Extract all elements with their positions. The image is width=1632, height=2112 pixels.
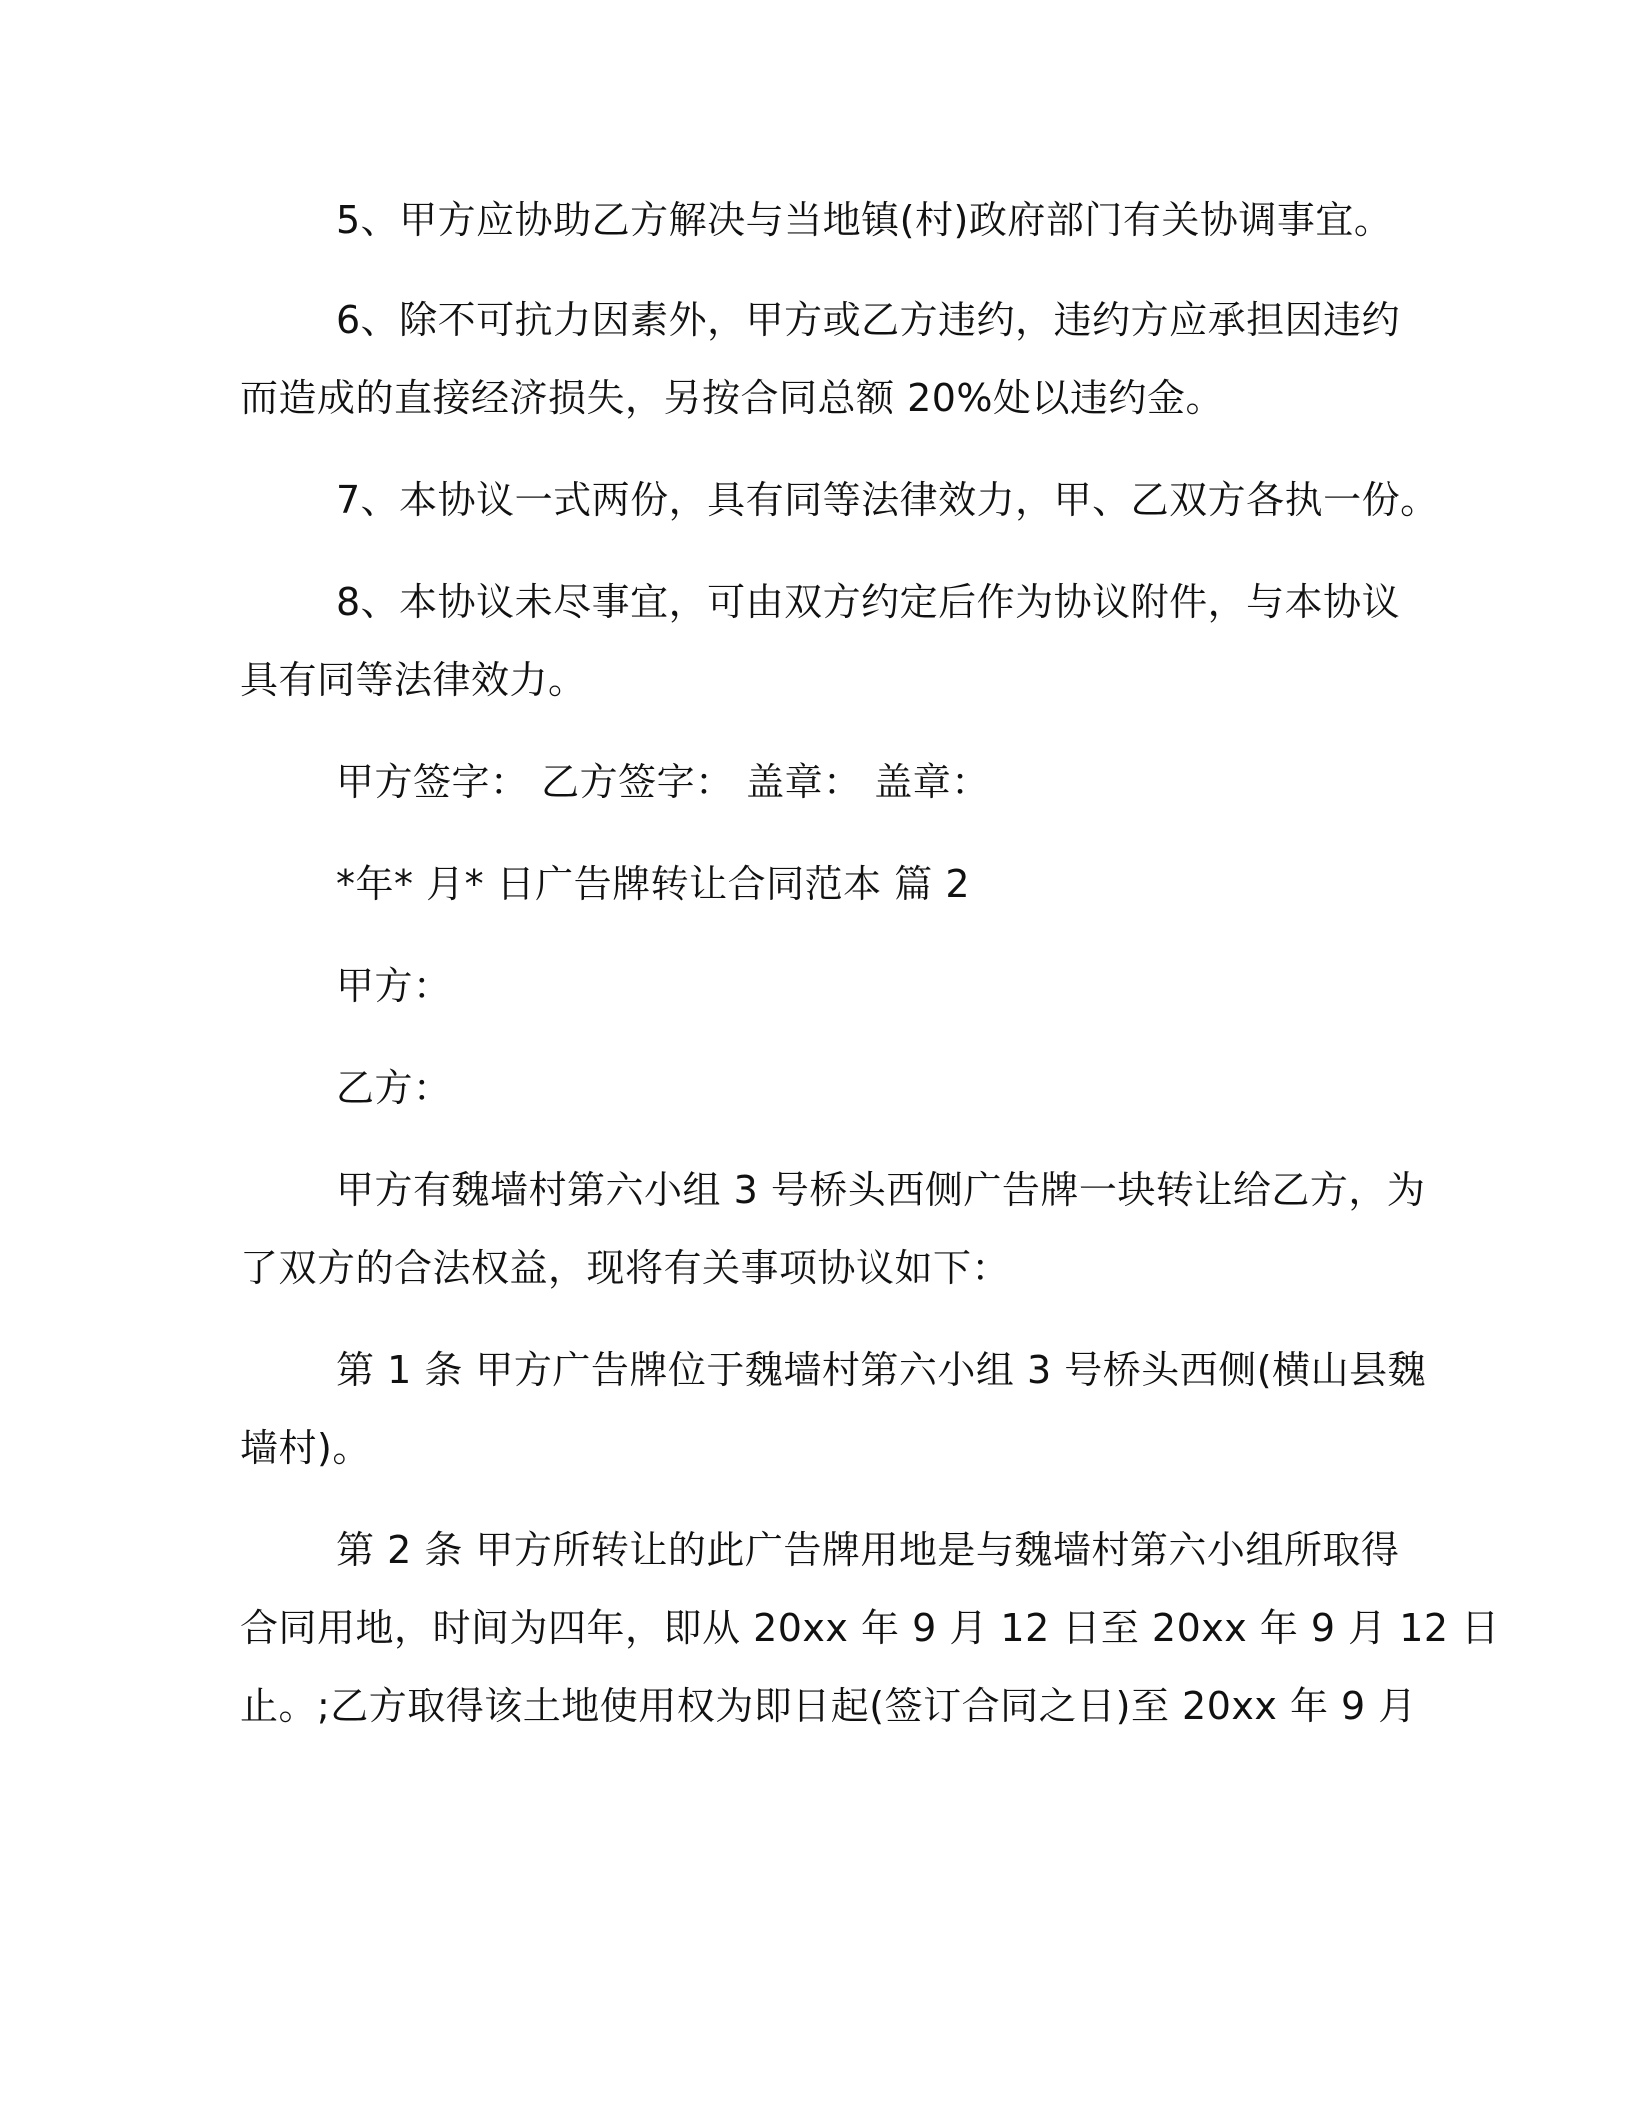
article-2-line-3: 止。;乙方取得该土地使用权为即日起(签订合同之日)至 20xx 年 9 月 <box>240 1684 1417 1728</box>
article-2-line-2: 合同用地，时间为四年，即从 20xx 年 9 月 12 日至 20xx 年 9 月 12 日 <box>240 1606 1500 1650</box>
party-a-line: 甲方： <box>336 964 452 1008</box>
article-2-line-1: 第 2 条 甲方所转让的此广告牌用地是与魏墙村第六小组所取得 <box>336 1528 1400 1572</box>
clause-6-line-2: 而造成的直接经济损失，另按合同总额 20%处以违约金。 <box>240 376 1225 420</box>
clause-8-line-1: 8、本协议未尽事宜，可由双方约定后作为协议附件，与本协议 <box>336 580 1401 624</box>
clause-6-line-1: 6、除不可抗力因素外，甲方或乙方违约，违约方应承担因违约 <box>336 298 1401 342</box>
signature-line: 甲方签字： 乙方签字： 盖章： 盖章： <box>336 760 990 804</box>
clause-7-line: 7、本协议一式两份，具有同等法律效力，甲、乙双方各执一份。 <box>336 478 1439 522</box>
article-1-line-1: 第 1 条 甲方广告牌位于魏墙村第六小组 3 号桥头西侧(横山县魏 <box>336 1348 1427 1392</box>
clause-5-line: 5、甲方应协助乙方解决与当地镇(村)政府部门有关协调事宜。 <box>336 198 1393 242</box>
article-1-line-2: 墙村)。 <box>240 1426 371 1470</box>
clause-8-line-2: 具有同等法律效力。 <box>240 658 587 702</box>
intro-line-1: 甲方有魏墙村第六小组 3 号桥头西侧广告牌一块转让给乙方，为 <box>336 1168 1426 1212</box>
party-b-line: 乙方： <box>336 1066 452 1110</box>
section-heading: *年* 月* 日广告牌转让合同范本 篇 2 <box>336 862 970 906</box>
intro-line-2: 了双方的合法权益，现将有关事项协议如下： <box>240 1246 1011 1290</box>
